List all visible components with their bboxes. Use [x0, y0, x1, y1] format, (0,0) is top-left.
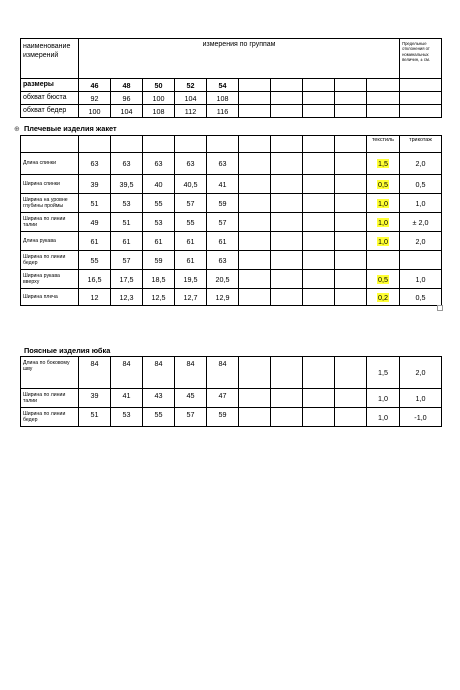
value-cell: 84 [175, 357, 207, 389]
size-cell: 54 [207, 79, 239, 92]
header-tolerance-note: Предельные отклонения от номинальных величин, ± см. [400, 39, 442, 79]
value-cell: 39,5 [111, 175, 143, 194]
value-cell: 40,5 [175, 175, 207, 194]
row-label: Ширина рукава вверху [21, 270, 79, 289]
textile-tolerance-value: 1,0 [378, 393, 388, 403]
row-label: Ширина по линии талии [21, 213, 79, 232]
value-cell: 63 [207, 251, 239, 270]
value-cell: 116 [207, 105, 239, 118]
value-cell: 59 [207, 408, 239, 427]
knit-tolerance-cell: 2,0 [400, 232, 442, 251]
value-cell: 63 [143, 153, 175, 175]
value-cell: 47 [207, 389, 239, 408]
row-label: Длина спинки [21, 153, 79, 175]
row-label: Ширина по линии талии [21, 389, 79, 408]
measurements-header-table [20, 38, 442, 118]
value-cell: 45 [175, 389, 207, 408]
value-cell: 104 [111, 105, 143, 118]
value-cell: 112 [175, 105, 207, 118]
value-cell: 12,5 [143, 289, 175, 306]
sizes-label: размеры [21, 79, 79, 92]
table-row [21, 289, 442, 306]
value-cell: 63 [207, 153, 239, 175]
table-row [21, 270, 442, 289]
value-cell: 57 [175, 194, 207, 213]
textile-tolerance-value: 1,0 [378, 236, 388, 246]
knit-tolerance-cell: 1,0 [400, 389, 442, 408]
value-cell: 55 [143, 408, 175, 427]
table-resize-handle-icon[interactable] [437, 305, 443, 311]
value-cell: 51 [79, 194, 111, 213]
textile-tolerance-value: 0,5 [378, 179, 388, 189]
textile-tolerance-value: 1,0 [378, 198, 388, 208]
value-cell: 55 [175, 213, 207, 232]
row-label: Длина рукава [21, 232, 79, 251]
value-cell: 59 [143, 251, 175, 270]
row-label: Ширина по линии бедер [21, 408, 79, 427]
shoulder-measurements-table [20, 135, 442, 306]
table-row [21, 232, 442, 251]
table-row [21, 153, 442, 175]
knit-tolerance-cell: 0,5 [400, 175, 442, 194]
row-label: Ширина спинки [21, 175, 79, 194]
header-measurement-name: наименование измерений [21, 39, 79, 79]
textile-tolerance-cell [367, 357, 400, 389]
value-cell: 100 [79, 105, 111, 118]
size-cell: 46 [79, 79, 111, 92]
textile-tolerance-cell [367, 408, 400, 427]
value-cell: 61 [143, 232, 175, 251]
value-cell: 96 [111, 92, 143, 105]
textile-tolerance-value: 1,5 [378, 159, 388, 168]
section-title-waist: Поясные изделия юбка [24, 346, 111, 355]
value-cell: 51 [79, 408, 111, 427]
table-row [21, 251, 442, 270]
value-cell: 84 [111, 357, 143, 389]
textile-tolerance-cell [367, 232, 400, 251]
value-cell: 57 [207, 213, 239, 232]
row-label: обхват бюста [21, 92, 79, 105]
textile-tolerance-value: 1,0 [378, 217, 388, 227]
row-label: обхват бедер [21, 105, 79, 118]
value-cell: 61 [207, 232, 239, 251]
knit-tolerance-cell: -1,0 [400, 408, 442, 427]
row-label: Ширина по линии бедер [21, 251, 79, 270]
value-cell: 12 [79, 289, 111, 306]
value-cell: 61 [111, 232, 143, 251]
column-header-textile: текстиль [367, 136, 400, 153]
textile-tolerance-cell [367, 153, 400, 175]
value-cell: 19,5 [175, 270, 207, 289]
value-cell: 53 [111, 194, 143, 213]
value-cell: 41 [207, 175, 239, 194]
knit-tolerance-cell: 2,0 [400, 357, 442, 389]
value-cell: 43 [143, 389, 175, 408]
value-cell: 53 [143, 213, 175, 232]
value-cell: 57 [175, 408, 207, 427]
textile-tolerance-value: 0,2 [378, 292, 388, 302]
textile-tolerance-cell [367, 289, 400, 306]
section-title-shoulder: Плечевые изделия жакет [24, 124, 117, 133]
table-move-handle-icon[interactable]: ⊕ [14, 126, 20, 133]
value-cell: 63 [175, 153, 207, 175]
size-cell: 52 [175, 79, 207, 92]
textile-tolerance-cell [367, 270, 400, 289]
value-cell: 41 [111, 389, 143, 408]
knit-tolerance-cell: 2,0 [400, 153, 442, 175]
value-cell: 12,3 [111, 289, 143, 306]
value-cell: 100 [143, 92, 175, 105]
knit-tolerance-cell: ± 2,0 [400, 213, 442, 232]
row-label: Ширина на уровне глубины проймы [21, 194, 79, 213]
size-cell: 50 [143, 79, 175, 92]
textile-tolerance-value: 1,5 [378, 368, 388, 377]
table-row [21, 389, 442, 408]
value-cell: 55 [79, 251, 111, 270]
table-row [21, 175, 442, 194]
size-cell: 48 [111, 79, 143, 92]
value-cell: 63 [111, 153, 143, 175]
textile-tolerance-cell [367, 213, 400, 232]
value-cell: 40 [143, 175, 175, 194]
value-cell: 51 [111, 213, 143, 232]
value-cell: 61 [175, 251, 207, 270]
textile-tolerance-cell [367, 175, 400, 194]
value-cell: 53 [111, 408, 143, 427]
table-row [21, 92, 442, 105]
value-cell: 63 [79, 153, 111, 175]
value-cell: 57 [111, 251, 143, 270]
value-cell: 92 [79, 92, 111, 105]
table-row [21, 194, 442, 213]
value-cell: 84 [79, 357, 111, 389]
textile-tolerance-value: 1,0 [378, 412, 388, 422]
textile-tolerance-cell [367, 389, 400, 408]
value-cell: 18,5 [143, 270, 175, 289]
value-cell: 16,5 [79, 270, 111, 289]
header-groups: измерения по группам [79, 39, 400, 79]
textile-tolerance-value: 0,5 [378, 274, 388, 284]
knit-tolerance-cell [400, 251, 442, 270]
value-cell: 59 [207, 194, 239, 213]
value-cell: 61 [175, 232, 207, 251]
value-cell: 12,9 [207, 289, 239, 306]
knit-tolerance-cell: 1,0 [400, 194, 442, 213]
value-cell: 108 [207, 92, 239, 105]
value-cell: 39 [79, 389, 111, 408]
value-cell: 39 [79, 175, 111, 194]
value-cell: 17,5 [111, 270, 143, 289]
value-cell: 104 [175, 92, 207, 105]
value-cell: 108 [143, 105, 175, 118]
table-row [21, 213, 442, 232]
knit-tolerance-cell: 1,0 [400, 270, 442, 289]
textile-tolerance-cell [367, 251, 400, 270]
table-row [21, 408, 442, 427]
table-row [21, 357, 442, 389]
column-header-knit: трикотаж [400, 136, 442, 153]
value-cell: 84 [143, 357, 175, 389]
row-label: Длина по боковому шву [21, 357, 79, 389]
table-row [21, 105, 442, 118]
value-cell: 49 [79, 213, 111, 232]
waist-measurements-table [20, 356, 442, 427]
value-cell: 12,7 [175, 289, 207, 306]
value-cell: 84 [207, 357, 239, 389]
value-cell: 61 [79, 232, 111, 251]
knit-tolerance-cell: 0,5 [400, 289, 442, 306]
row-label: Ширина плеча [21, 289, 79, 306]
textile-tolerance-cell [367, 194, 400, 213]
value-cell: 20,5 [207, 270, 239, 289]
value-cell: 55 [143, 194, 175, 213]
